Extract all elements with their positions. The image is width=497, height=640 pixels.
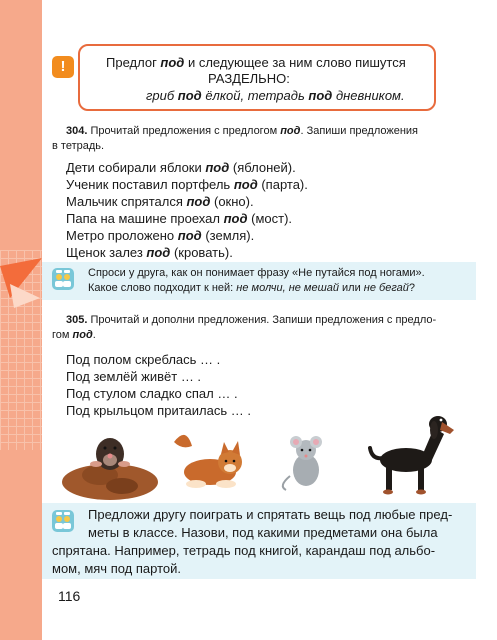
talk-2-line-3: спрятана. Например, тетрадь под книгой, карандаш под альбо-: [52, 543, 436, 558]
rule-line-1: Предлог под и следующее за ним слово пишутся: [106, 55, 406, 70]
sentence-304-4: Папа на машине проехал под (мост).: [66, 211, 293, 226]
sentence-304-3: Мальчик спрятался под (окно).: [66, 194, 254, 209]
rule-line-3: гриб под ёлкой, тетрадь под дневником.: [146, 88, 405, 103]
exercise-305-task-line2: гом под.: [52, 329, 96, 341]
sentence-304-1: Дети собирали яблоки под (яблоней).: [66, 160, 296, 175]
sentence-305-4: Под крыльцом притаилась … .: [66, 403, 251, 418]
cat-illustration: [168, 428, 248, 492]
sentence-304-6: Щенок залез под (кровать).: [66, 245, 233, 260]
talk-2-line-4: мом, мяч под партой.: [52, 561, 181, 576]
rule-box: [78, 44, 436, 111]
exercise-304-task-line2: в тетрадь.: [52, 140, 105, 152]
talk-2-line-1: Предложи другу поиграть и спрятать вещь под любые пред-: [88, 507, 453, 522]
exercise-304-task: 304. Прочитай предложения с предлогом под. Запиши предложения: [66, 125, 419, 137]
talk-2-line-2: меты в классе. Назови, под какими предметами она была: [88, 525, 438, 540]
mole-illustration: [60, 420, 160, 500]
sentence-304-2: Ученик поставил портфель под (парта).: [66, 177, 308, 192]
page-number: 116: [58, 588, 81, 604]
sentence-305-3: Под стулом сладко спал … .: [66, 386, 238, 401]
exercise-305-task: 305. Прочитай и дополни предложения. Запиши предложения с предло-: [66, 314, 437, 326]
sentence-305-2: Под землёй живёт … .: [66, 369, 202, 384]
sentence-304-5: Метро проложено под (земля).: [66, 228, 255, 243]
talk-1-line-1: Спроси у друга, как он понимает фразу «Не путайся под ногами».: [88, 267, 425, 279]
talk-icon: [52, 268, 74, 290]
decorative-triangles: [0, 258, 42, 308]
talk-1-line-2: Какое слово подходит к ней: не молчи, не мешай или не бегай?: [88, 282, 415, 294]
mouse-illustration: [276, 430, 334, 492]
rule-line-2: РАЗДЕЛЬНО:: [208, 71, 290, 86]
exclamation-icon: !: [52, 56, 74, 78]
sentence-305-1: Под полом скреблась … .: [66, 352, 221, 367]
talk-icon-2: [52, 510, 74, 532]
dog-illustration: [364, 408, 456, 500]
